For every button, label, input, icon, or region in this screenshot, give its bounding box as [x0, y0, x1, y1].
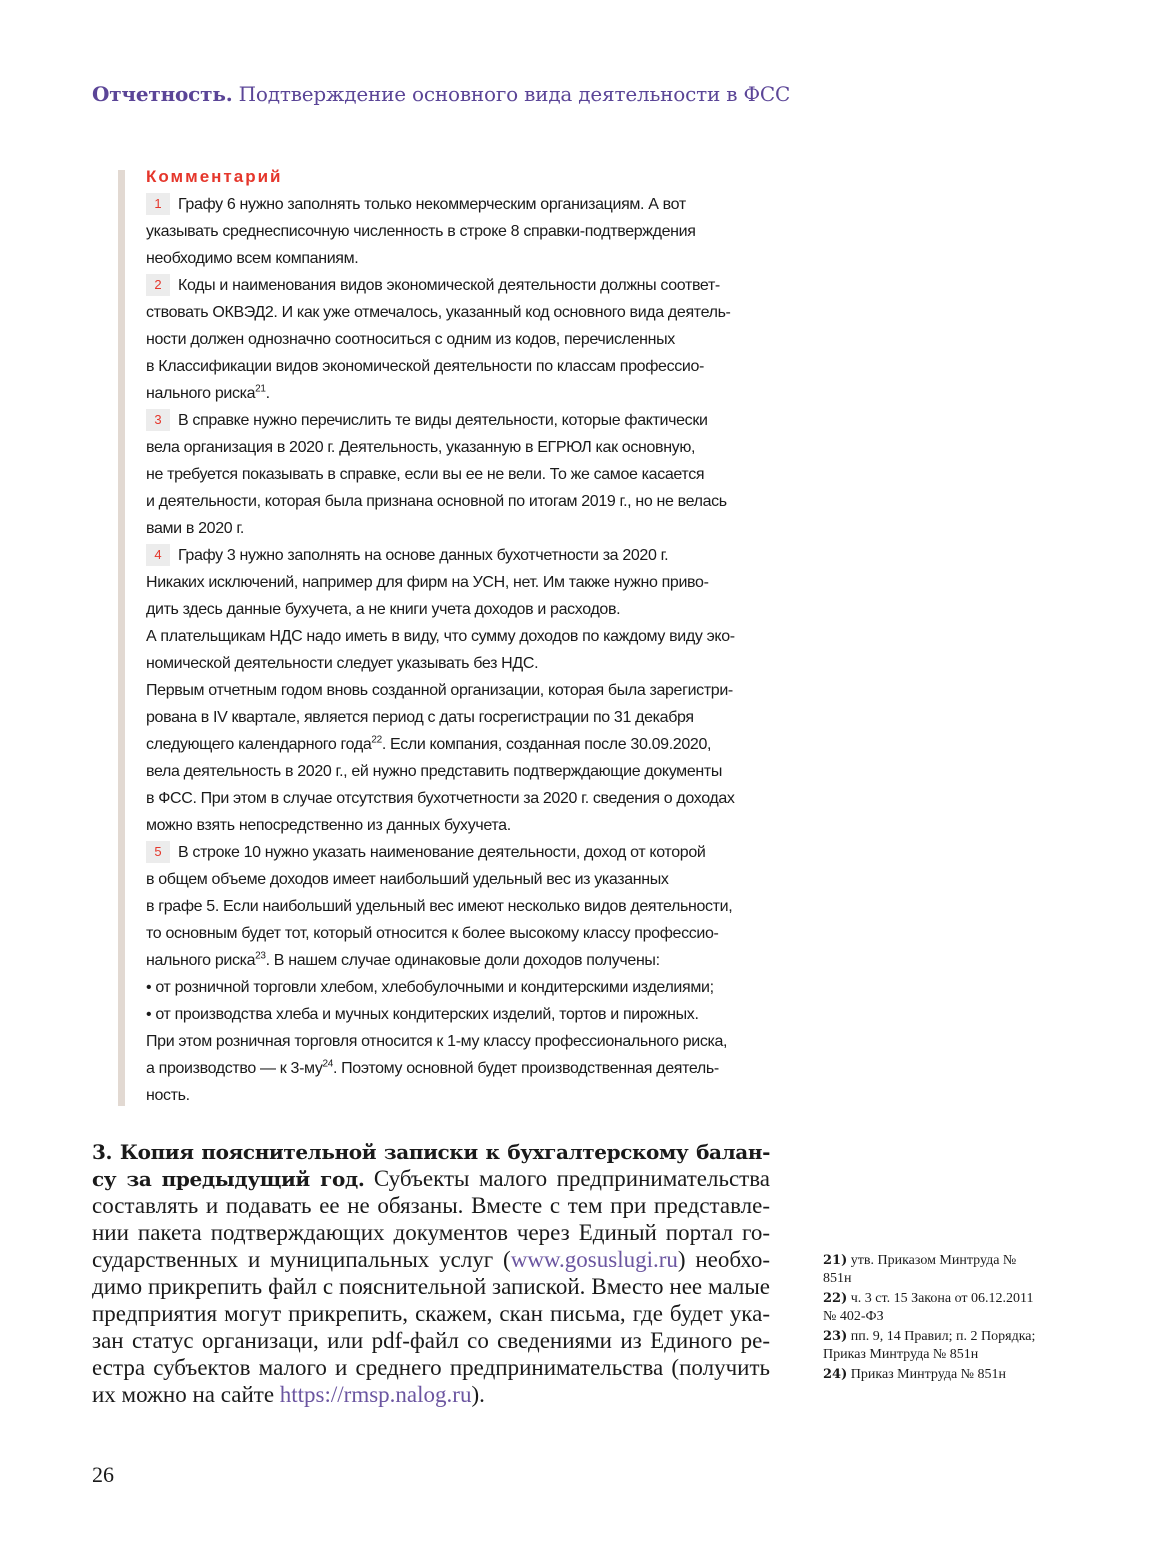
- comment-text: ности должен однозначно соотноситься с одним из кодов, перечисленных: [146, 331, 675, 348]
- comment-line: [146, 893, 735, 920]
- comment-number-badge: 2: [146, 274, 170, 296]
- footnote-number: 22): [823, 1291, 848, 1306]
- comment-text: рована в IV квартале, является период с даты госрегистрации по 31 декабря: [146, 709, 694, 726]
- comment-line: [146, 245, 735, 272]
- comment-number-badge: 4: [146, 544, 170, 566]
- body-line: их можно на сайте: [92, 1382, 280, 1407]
- comment-text: вела организация в 2020 г. Деятельность, указанную в ЕГРЮЛ как основную,: [146, 439, 696, 456]
- body-line: ).: [471, 1382, 485, 1407]
- footnote-ref[interactable]: 24: [322, 1058, 333, 1070]
- comment-text: • от производства хлеба и мучных кондитерских изделий, тортов и пирожных.: [146, 1006, 699, 1023]
- comment-text: указывать среднесписочную численность в строке 8 справки-подтверждения: [146, 223, 696, 240]
- gosuslugi-link[interactable]: www.gosuslugi.ru: [510, 1247, 678, 1272]
- body-line: составлять и подавать ее не обязаны. Вместе с тем при представле-: [92, 1193, 770, 1218]
- footnote-number: 23): [823, 1329, 848, 1344]
- footnote-text: Приказ Минтруда № 851н: [850, 1367, 1007, 1382]
- running-header: [92, 82, 790, 106]
- comment-text: Никаких исключений, например для фирм на УСН, нет. Им также нужно приво-: [146, 574, 709, 591]
- body-line: предприятия могут прикрепить, скажем, скан письма, где будет ука-: [92, 1301, 770, 1326]
- comment-line: [146, 1028, 735, 1055]
- comment-text: в общем объеме доходов имеет наибольший удельный вес из указанных: [146, 871, 669, 888]
- body-line: зан статус организаци, или pdf-файл со сведениями из Единого ре-: [92, 1328, 770, 1353]
- comment-text: . Поэтому основной будет производственная деятель-: [332, 1060, 719, 1077]
- body-line: нии пакета подтверждающих документов через Единый портал го-: [92, 1220, 770, 1245]
- comment-line: [146, 488, 735, 515]
- footnote-text: пп. 9, 14 Правил; п. 2 Порядка; Приказ Минтруда № 851н: [823, 1329, 1036, 1362]
- rmsp-link[interactable]: https://rmsp.nalog.ru: [279, 1382, 472, 1407]
- comment-text: можно взять непосредственно из данных бухучета.: [146, 817, 511, 834]
- footnote: [823, 1290, 1043, 1326]
- comment-text: номической деятельности следует указывать без НДС.: [146, 655, 539, 672]
- body-line: димо прикрепить файл с пояснительной запиской. Вместо нее малые: [92, 1274, 770, 1299]
- footnote-ref[interactable]: 22: [371, 734, 382, 746]
- comment-number-badge: 1: [146, 193, 170, 215]
- comment-title: Комментарий: [146, 167, 283, 186]
- comment-line: [146, 596, 735, 623]
- footnote-text: утв. Приказом Минтруда № 851н: [823, 1253, 1017, 1286]
- header-section: Отчетность.: [92, 82, 233, 106]
- footnote-number: 21): [823, 1253, 848, 1268]
- comment-line: [146, 299, 735, 326]
- comment-text: В справке нужно перечислить те виды деятельности, которые фактически: [178, 412, 708, 429]
- comment-line: [146, 812, 735, 839]
- section-heading: 3. Копия пояснительной записки к бухгалтерскому балан-: [92, 1140, 770, 1164]
- section-heading-cont: су за предыдущий год.: [92, 1167, 365, 1191]
- comment-text: • от розничной торговли хлебом, хлебобулочными и кондитерскими изделиями;: [146, 979, 714, 996]
- comment-text: Первым отчетным годом вновь созданной организации, которая была зарегистри-: [146, 682, 733, 699]
- comment-line: [146, 839, 735, 866]
- comment-line: [146, 650, 735, 677]
- body-line: сударственных и муниципальных услуг (: [92, 1247, 511, 1272]
- comment-line: [146, 353, 735, 380]
- comment-text: не требуется показывать в справке, если вы ее не вели. То же самое касается: [146, 466, 705, 483]
- comment-text: то основным будет тот, который относится к более высокому классу профессио-: [146, 925, 719, 942]
- comment-text: А плательщикам НДС надо иметь в виду, что сумму доходов по каждому виду эко-: [146, 628, 735, 645]
- comment-line: [146, 974, 735, 1001]
- comment-line: [146, 758, 735, 785]
- comment-text: в ФСС. При этом в случае отсутствия бухотчетности за 2020 г. сведения о доходах: [146, 790, 735, 807]
- comment-text: При этом розничная торговля относится к 1-му классу профессионального риска,: [146, 1033, 728, 1050]
- comment-text: Коды и наименования видов экономической деятельности должны соответ-: [178, 277, 720, 294]
- comment-line: [146, 866, 735, 893]
- comment-text: ность.: [146, 1087, 190, 1104]
- comment-line: [146, 191, 735, 218]
- comment-text: . Если компания, созданная после 30.09.2020,: [381, 736, 712, 753]
- comment-line: [146, 920, 735, 947]
- comment-line: [146, 1055, 735, 1082]
- footnote: [823, 1328, 1043, 1364]
- comment-line: [146, 380, 735, 407]
- comment-text: В строке 10 нужно указать наименование деятельности, доход от которой: [178, 844, 706, 861]
- comment-line: [146, 1001, 735, 1028]
- comment-text: нального риска: [146, 952, 256, 969]
- comment-text: в Классификации видов экономической деятельности по классам профессио-: [146, 358, 704, 375]
- body-line: Субъекты малого предпринимательства: [364, 1166, 770, 1191]
- comment-line: [146, 407, 735, 434]
- comment-line: [146, 218, 735, 245]
- comment-line: [146, 677, 735, 704]
- comment-line: [146, 272, 735, 299]
- comment-text: ствовать ОКВЭД2. И как уже отмечалось, указанный код основного вида деятель-: [146, 304, 731, 321]
- footnote-number: 24): [823, 1367, 848, 1382]
- body-text: [92, 1138, 770, 1408]
- header-title: Подтверждение основного вида деятельности в ФСС: [238, 82, 791, 106]
- comment-text: следующего календарного года: [146, 736, 372, 753]
- comment-text: и деятельности, которая была признана основной по итогам 2019 г., но не велась: [146, 493, 727, 510]
- comment-line: [146, 704, 735, 731]
- comment-text: Графу 3 нужно заполнять на основе данных бухотчетности за 2020 г.: [178, 547, 669, 564]
- comment-text: вами в 2020 г.: [146, 520, 245, 537]
- footnote: [823, 1366, 1043, 1384]
- comment-line: [146, 326, 735, 353]
- comment-line: [146, 569, 735, 596]
- comment-text: необходимо всем компаниям.: [146, 250, 359, 267]
- body-line: ) необхо-: [677, 1247, 770, 1272]
- comment-text: нального риска: [146, 385, 256, 402]
- comment-text: а производство — к 3-му: [146, 1060, 323, 1077]
- footnotes: [823, 1252, 1043, 1386]
- comment-line: [146, 542, 735, 569]
- footnote-ref[interactable]: 23: [255, 950, 266, 962]
- footnote-text: ч. 3 ст. 15 Закона от 06.12.2011 № 402-ФЗ: [823, 1291, 1034, 1324]
- comment-text: .: [265, 385, 270, 402]
- comment-line: [146, 434, 735, 461]
- comment-line: [146, 515, 735, 542]
- comment-number-badge: 5: [146, 841, 170, 863]
- comment-text: в графе 5. Если наибольший удельный вес имеют несколько видов деятельности,: [146, 898, 733, 915]
- comment-text: дить здесь данные бухучета, а не книги учета доходов и расходов.: [146, 601, 621, 618]
- footnote: [823, 1252, 1043, 1288]
- page-number: 26: [92, 1462, 114, 1487]
- comment-line: [146, 1082, 735, 1109]
- comment-text: Графу 6 нужно заполнять только некоммерческим организациям. А вот: [178, 196, 686, 213]
- comment-line: [146, 623, 735, 650]
- comment-line: [146, 461, 735, 488]
- comment-line: [146, 947, 735, 974]
- comment-line: [146, 785, 735, 812]
- body-line: естра субъектов малого и среднего предпринимательства (получить: [92, 1355, 770, 1380]
- footnote-ref[interactable]: 21: [255, 383, 266, 395]
- comment-box: [146, 191, 735, 1109]
- comment-number-badge: 3: [146, 409, 170, 431]
- comment-text: вела деятельность в 2020 г., ей нужно представить подтверждающие документы: [146, 763, 722, 780]
- comment-sidebar-bar: [118, 170, 125, 1106]
- comment-line: [146, 731, 735, 758]
- comment-text: . В нашем случае одинаковые доли доходов получены:: [265, 952, 660, 969]
